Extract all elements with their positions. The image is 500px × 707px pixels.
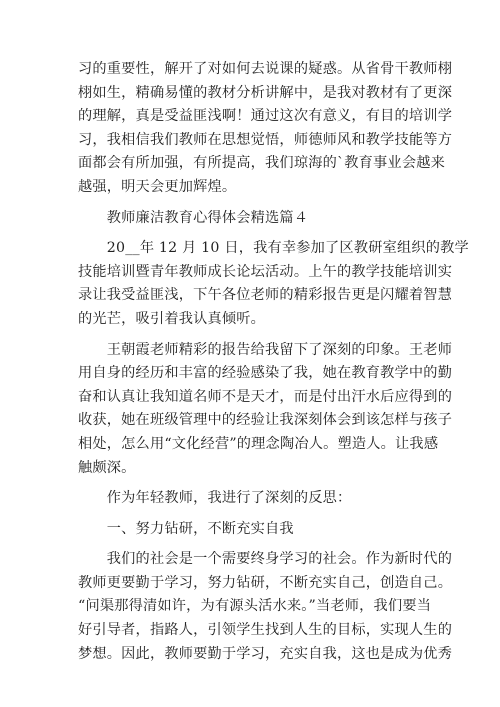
text-line: 相处，怎么用“文化经营”的理念陶冶人。塑造人。让我感	[78, 435, 439, 452]
text-line: 栩如生，精确易懂的教材分析讲解中，是我对教材有了更深	[78, 84, 453, 101]
text-line: 我们的社会是一个需要终身学习的社会。作为新时代的	[78, 551, 453, 568]
paragraph-gap	[78, 332, 430, 339]
text-line: 收获，她在班级管理中的经验让我深刻体会到该怎样与孩子	[78, 412, 453, 429]
text-line: 习，我相信我们教师在思想觉悟，师德师风和教学技能等方	[78, 131, 453, 148]
text-line: 的理解，真是受益匪浅啊！通过这次有意义，有目的培训学	[78, 108, 453, 125]
text-line: 习的重要性，解开了对如何去说课的疑惑。从省骨干教师栩	[78, 61, 453, 77]
text-line: 王朝霞老师精彩的报告给我留下了深刻的印象。王老师	[78, 341, 453, 358]
document-page	[78, 58, 469, 666]
text-line: 越强，明天会更加辉煌。	[78, 178, 237, 195]
text-line: 录让我受益匪浅，下午各位老师的精彩报告更是闪耀着智慧	[78, 287, 453, 304]
text-line: 的光芒，吸引着我认真倾听。	[78, 310, 266, 327]
text-line: 20__年 12 月 10 日，我有幸参加了区教研室组织的教学	[78, 240, 469, 257]
paragraph-gap	[78, 480, 430, 487]
text-line: 触颇深。	[78, 459, 136, 476]
subsection-heading: 一、努力钻研，不断充实自我	[78, 520, 294, 537]
text-line: 奋和认真让我知道名师不是天才，而是付出汗水后应得到的	[78, 388, 453, 405]
paragraph-gap	[78, 541, 430, 548]
text-line: 技能培训暨青年教师成长论坛活动。上午的教学技能培训实	[78, 263, 453, 280]
text-line: 梦想。因此，教师要勤于学习，充实自我，这也是成为优秀	[78, 645, 453, 662]
paragraph-gap	[78, 200, 430, 207]
text-line: 用自身的经历和丰富的经验感染了我，她在教育教学中的勤	[78, 365, 453, 382]
text-line: 教师更要勤于学习，努力钻研，不断充实自己，创造自己。	[78, 574, 453, 591]
paragraph-gap	[78, 230, 430, 237]
paragraph-gap	[78, 511, 430, 518]
text-line: 好引导者，指路人，引领学生找到人生的目标，实现人生的	[78, 622, 453, 639]
section-heading: 教师廉洁教育心得体会精选篇４	[78, 209, 309, 226]
text-line: 面都会有所加强，有所提高，我们琼海的`教育事业会越来	[78, 155, 445, 172]
text-line: 作为年轻教师，我进行了深刻的反思：	[78, 490, 352, 507]
text-line: “问渠那得清如许，为有源头活水来。”当老师，我们要当	[78, 598, 432, 615]
